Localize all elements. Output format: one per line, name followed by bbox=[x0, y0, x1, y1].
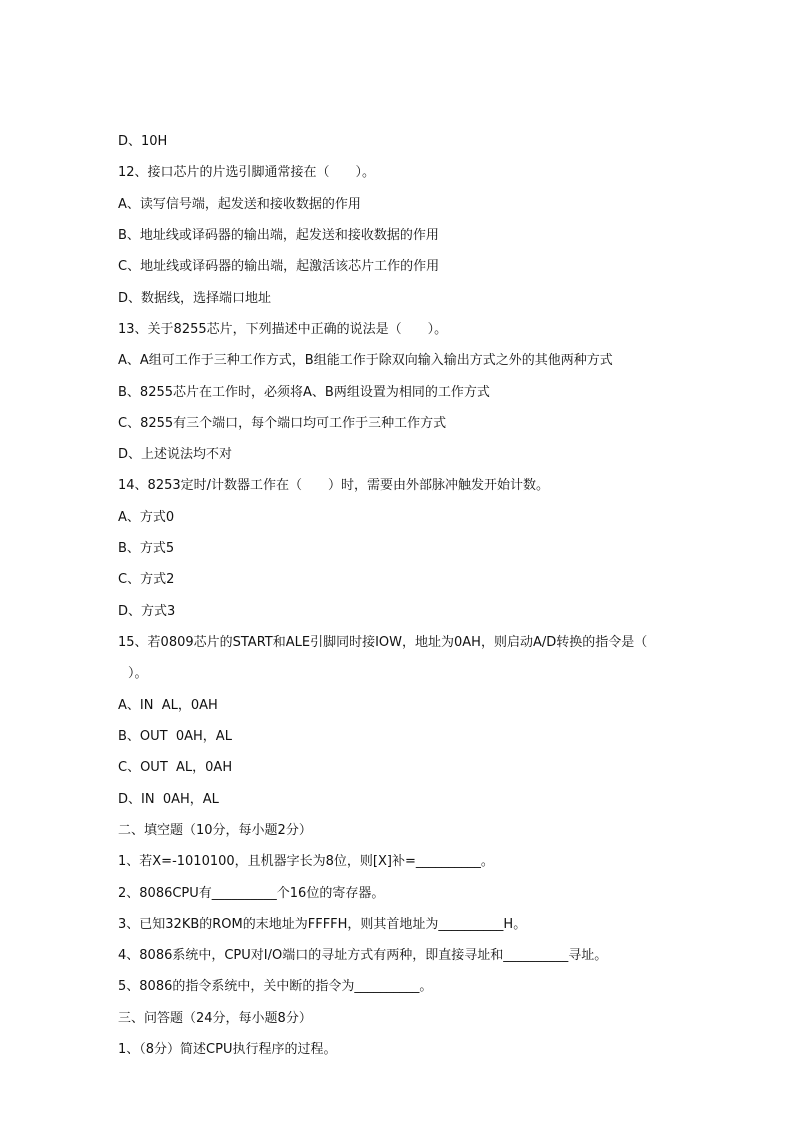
option-a-q15: A、IN AL，0AH bbox=[118, 697, 218, 713]
section-fill-blank-heading: 二、填空题（10分，每小题2分） bbox=[118, 822, 312, 838]
qa-question-1: 1、（8分）简述CPU执行程序的过程。 bbox=[118, 1042, 337, 1058]
question-15-continuation: ）。 bbox=[128, 666, 148, 682]
option-b-q15: B、OUT 0AH，AL bbox=[118, 728, 232, 744]
option-b-q12: B、地址线或译码器的输出端，起发送和接收数据的作用 bbox=[118, 227, 439, 243]
fill-blank-3: 3、已知32KB的ROM的末地址为FFFFH，则其首地址为__________H。 bbox=[118, 916, 527, 932]
question-15: 15、若0809芯片的START和ALE引脚同时接IOW，地址为0AH，则启动A/D转换的指令是（ bbox=[118, 635, 648, 650]
fill-blank-5: 5、8086的指令系统中，关中断的指令为__________。 bbox=[118, 979, 433, 995]
option-c-q14: C、方式2 bbox=[118, 572, 175, 588]
option-a-q12: A、读写信号端，起发送和接收数据的作用 bbox=[118, 196, 361, 212]
fill-blank-4: 4、8086系统中，CPU对I/O端口的寻址方式有两种，即直接寻址和__________寻址。 bbox=[118, 948, 608, 964]
option-a-q13: A、A组可工作于三种工作方式，B组能工作于除双向输入输出方式之外的其他两种方式 bbox=[118, 353, 613, 369]
fill-blank-2: 2、8086CPU有__________个16位的寄存器。 bbox=[118, 885, 385, 901]
option-d-q11: D、10H bbox=[118, 134, 168, 149]
option-d-q14: D、方式3 bbox=[118, 603, 176, 619]
option-d-q15: D、IN 0AH，AL bbox=[118, 791, 219, 807]
question-13: 13、关于8255芯片，下列描述中正确的说法是（ ）。 bbox=[118, 321, 448, 337]
option-a-q14: A、方式0 bbox=[118, 509, 175, 525]
option-b-q14: B、方式5 bbox=[118, 541, 175, 557]
question-12: 12、接口芯片的片选引脚通常接在（ ）。 bbox=[118, 165, 376, 181]
fill-blank-1: 1、若X=-1010100，且机器字长为8位，则[X]补=__________。 bbox=[118, 854, 494, 870]
option-c-q12: C、地址线或译码器的输出端，起激活该芯片工作的作用 bbox=[118, 259, 440, 275]
option-c-q15: C、OUT AL，0AH bbox=[118, 760, 233, 776]
question-14: 14、8253定时/计数器工作在（ ）时，需要由外部脉冲触发开始计数。 bbox=[118, 478, 550, 494]
option-b-q13: B、8255芯片在工作时，必须将A、B两组设置为相同的工作方式 bbox=[118, 384, 490, 400]
option-d-q13: D、上述说法均不对 bbox=[118, 447, 233, 463]
section-qa-heading: 三、问答题（24分，每小题8分） bbox=[118, 1010, 312, 1026]
document-page bbox=[118, 126, 678, 1065]
option-c-q13: C、8255有三个端口，每个端口均可工作于三种工作方式 bbox=[118, 415, 447, 431]
option-d-q12: D、数据线，选择端口地址 bbox=[118, 290, 272, 306]
